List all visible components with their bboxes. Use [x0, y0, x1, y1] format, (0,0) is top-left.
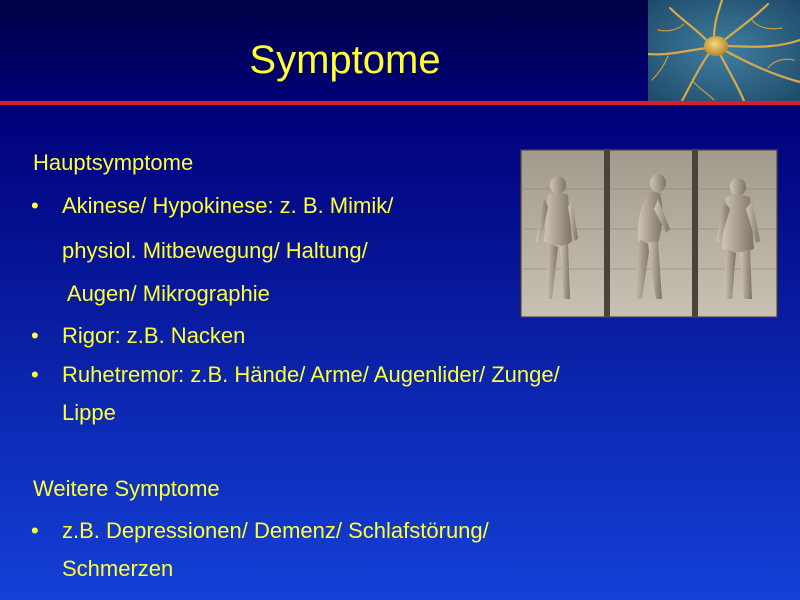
bullet-ruhetremor-line2: Lippe: [62, 400, 116, 425]
bullet-ruhetremor-line1: Ruhetremor: z.B. Hände/ Arme/ Augenlider/ Zunge/: [62, 362, 560, 387]
bullet-depressionen-line1: z.B. Depressionen/ Demenz/ Schlafstörung/: [62, 518, 489, 543]
bullet-akinese-line2: physiol. Mitbewegung/ Haltung/: [62, 238, 368, 263]
section-heading-hauptsymptome: Hauptsymptome: [33, 150, 194, 175]
bullet-marker: •: [31, 193, 39, 218]
bullet-akinese-line1: Akinese/ Hypokinese: z. B. Mimik/: [62, 193, 394, 218]
bullet-rigor: Rigor: z.B. Nacken: [62, 323, 246, 348]
bullet-depressionen-line2: Schmerzen: [62, 556, 174, 581]
bullet-marker: •: [31, 323, 39, 348]
bullet-marker: •: [31, 362, 39, 387]
bullet-akinese-line3: Augen/ Mikrographie: [62, 281, 270, 306]
slide-title: Symptome: [249, 38, 441, 82]
section-heading-weitere-symptome: Weitere Symptome: [33, 476, 220, 501]
bullet-marker: •: [31, 518, 39, 543]
